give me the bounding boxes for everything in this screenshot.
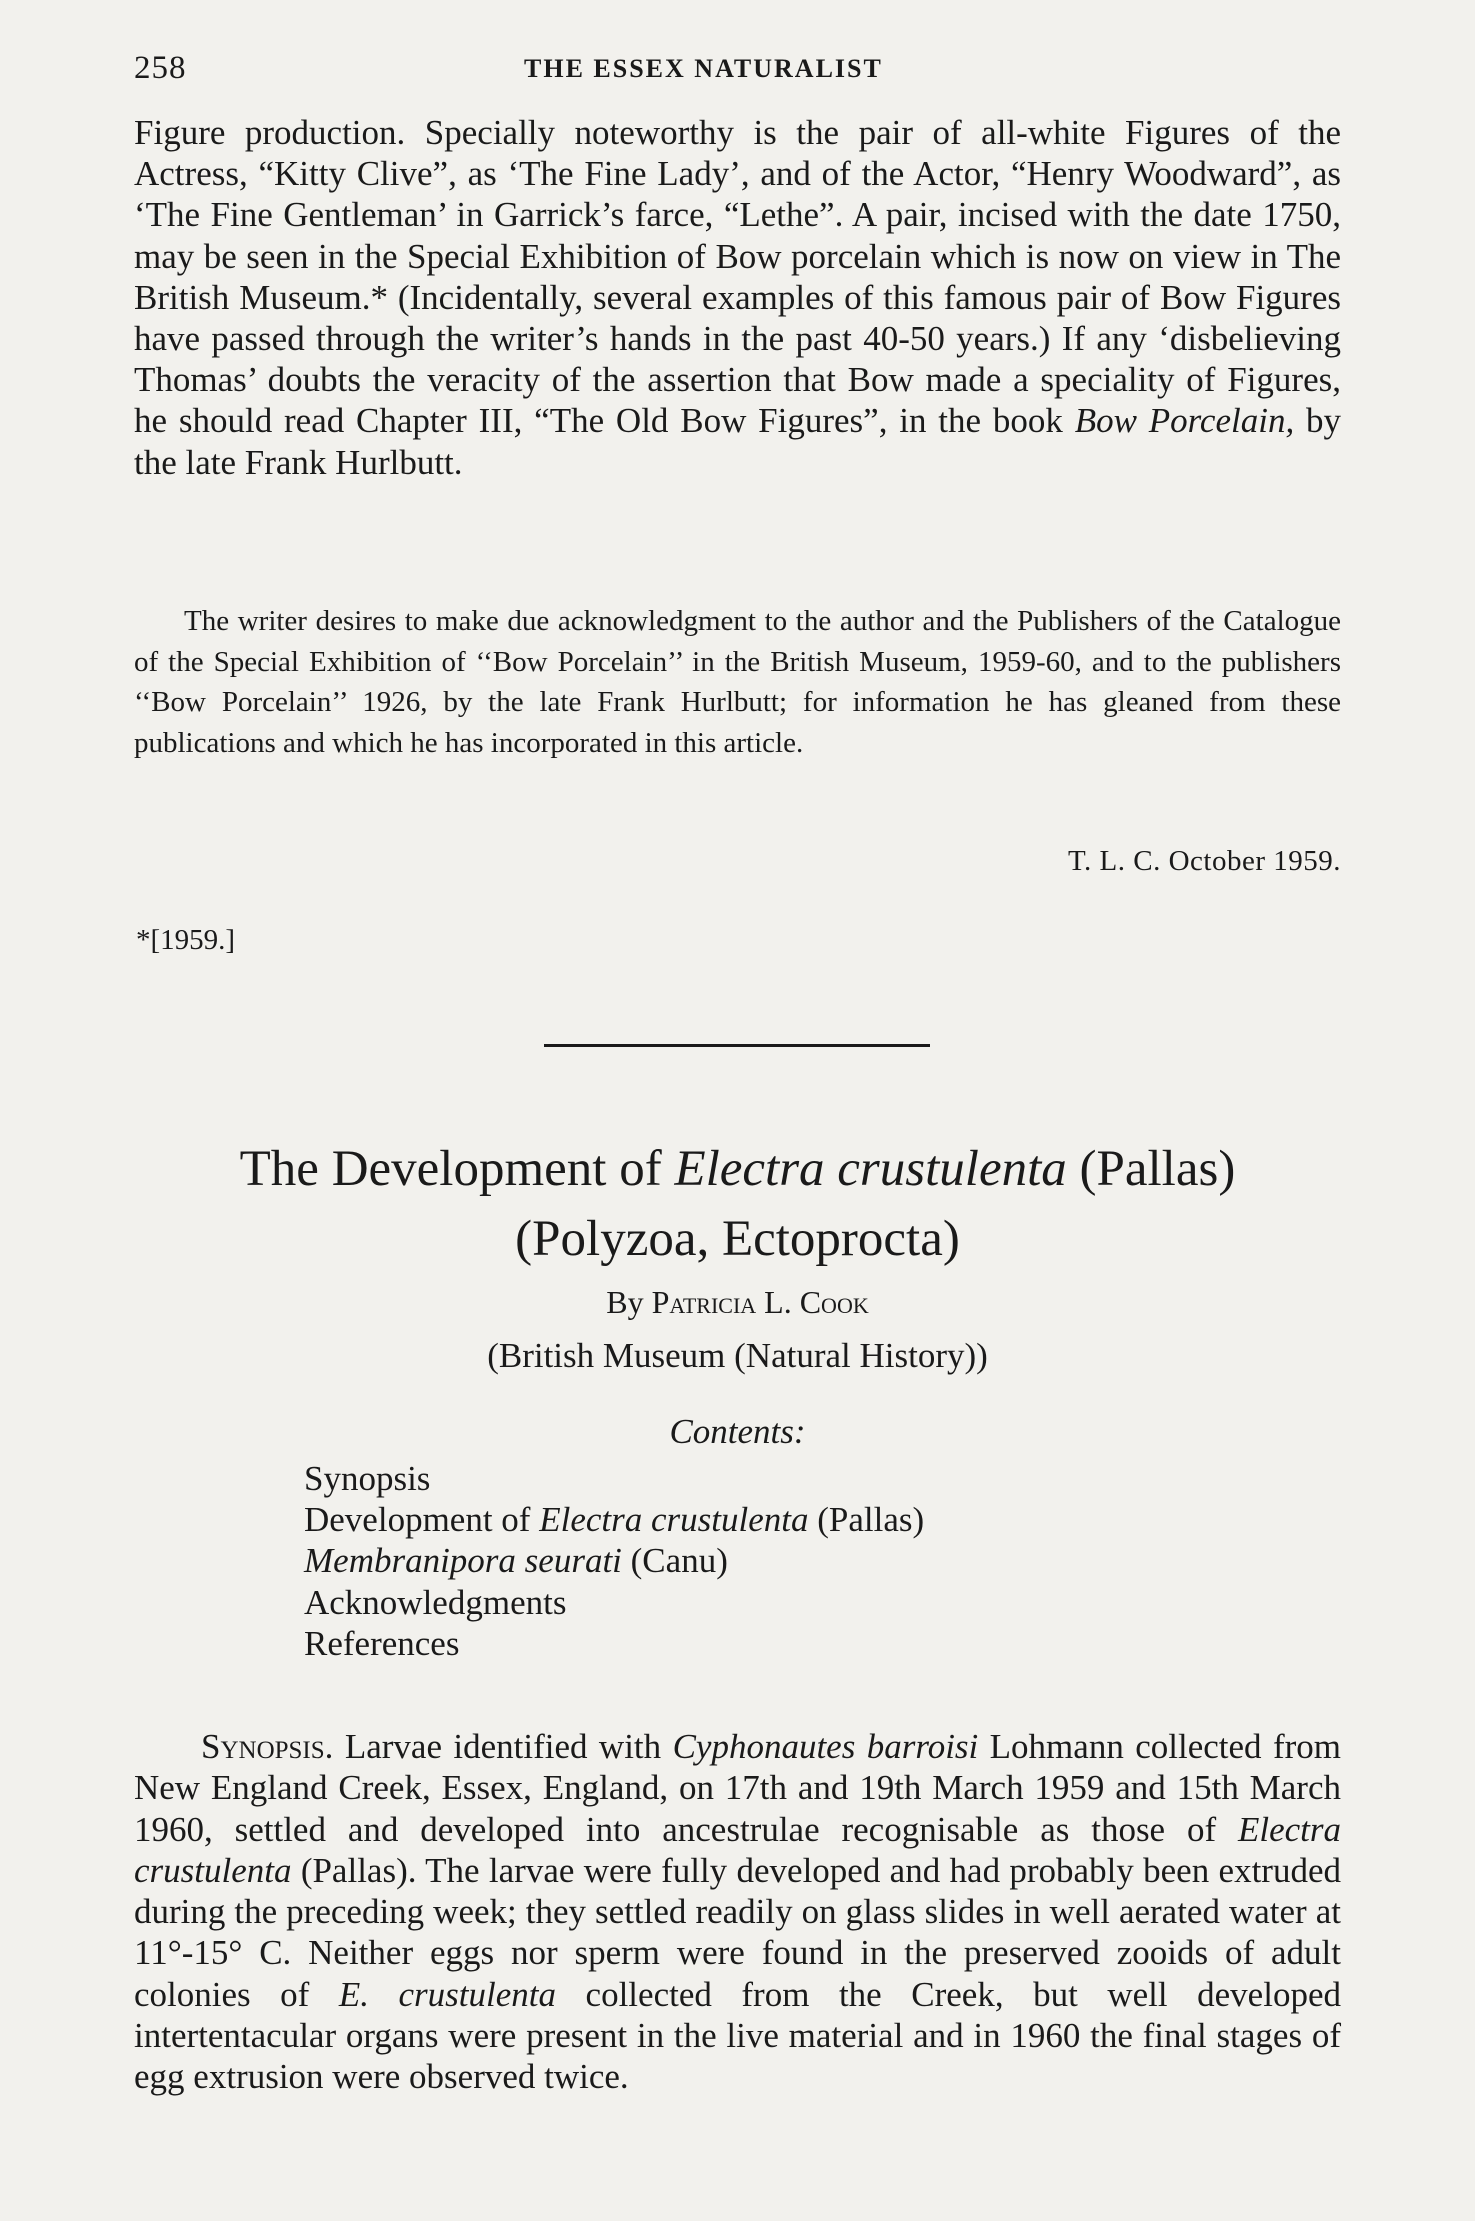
- journal-title: THE ESSEX NATURALIST: [524, 54, 883, 83]
- contents-item-text: (Canu): [621, 1541, 728, 1581]
- contents-item-membranipora: [304, 1540, 924, 1581]
- contents-item-text: (Pallas): [808, 1500, 925, 1540]
- contents-item-references: References: [304, 1623, 460, 1663]
- title-suffix: (Pallas): [1066, 1141, 1236, 1197]
- paragraph-text-end: by the late Frank Hurlbutt.: [134, 401, 1342, 482]
- synopsis-species: Cyphonautes barroisi: [672, 1727, 979, 1766]
- acknowledgment-paragraph: The writer desires to make due acknowledgment to the author and the Publishers of the Catalogue of the Special Exhibition of ‘‘Bow Porcelain’’ in the British Museum, 1959-60, and to the publishers ‘‘Bow Porcelain’’ 1926, by the late Frank Hurlbutt; for information he has gleaned from these publications and which he has incorporated in this article.: [134, 605, 1341, 759]
- footnote: *[1959.]: [136, 924, 236, 956]
- synopsis-text: collected from the Creek, but well developed intertentacular organs were present in the live material and in 1960 the final stages of egg extrusion were observed twice.: [134, 1974, 1341, 2097]
- synopsis-text: (Pallas). The larvae were fully developed and had probably been extruded during the preceding week; they settled readily on glass slides in well aerated water at 11°-15° C. Neither eggs nor sperm were found in the preserved zooids of adult colonies of: [134, 1850, 1341, 2014]
- contents-list: [304, 1458, 924, 1664]
- contents-item-species: Electra crustulenta: [539, 1500, 809, 1540]
- author-signature: T. L. C. October 1959.: [1067, 845, 1341, 877]
- title-prefix: The Development of: [239, 1141, 675, 1197]
- synopsis-species: Electra crustulenta: [134, 1809, 1341, 1890]
- synopsis-paragraph: [134, 1726, 1341, 2098]
- contents-item-acknowledgments: Acknowledgments: [304, 1582, 567, 1622]
- byline-by: By: [606, 1284, 652, 1320]
- page-number: 258: [134, 50, 187, 86]
- contents-item-development: [304, 1499, 924, 1540]
- article-subtitle: (Polyzoa, Ectoprocta): [515, 1211, 960, 1267]
- running-header: [134, 50, 1341, 90]
- title-species: Electra crustulenta: [674, 1141, 1067, 1197]
- article-title: [134, 1134, 1341, 1204]
- author-name: Patricia L. Cook: [651, 1284, 869, 1320]
- synopsis-label: Synopsis.: [201, 1727, 334, 1766]
- book-title: Bow Porcelain,: [1074, 401, 1295, 441]
- synopsis-text: Lohmann collected from New England Creek, Essex, England, on 17th and 19th March 1959 and 15th March 1960, settled and developed into ancestrulae recognisable as those of: [134, 1727, 1341, 1849]
- synopsis-species: E. crustulenta: [338, 1974, 557, 2014]
- author-affiliation: (British Museum (Natural History)): [487, 1336, 988, 1375]
- paragraph-text: Figure production. Specially noteworthy is the pair of all-white Figures of the Actress, “Kitty Clive”, as ‘The Fine Lady’, and of the Actor, “Henry Woodward”, as ‘The Fine Gentleman’ in Garrick’s farce, “Lethe”. A pair, incised with the date 1750, may be seen in the Special Exhibition of Bow porcelain which is now on view in The British Museum.* (Incidentally, several examples of this famous pair of Bow Figures have passed through the writer’s hands in the past 40-50 years.) If any ‘disbelieving Thomas’ doubts the veracity of the assertion that Bow made a speciality of Figures, he should read Chapter III, “The Old Bow Figures”, in the book: [134, 113, 1341, 441]
- section-divider: [544, 1044, 930, 1047]
- byline: [134, 1284, 1341, 1321]
- contents-item-species: Membranipora seurati: [304, 1541, 622, 1581]
- contents-item-synopsis: Synopsis: [304, 1459, 431, 1498]
- previous-article-paragraph: [134, 112, 1341, 483]
- contents-item-text: Development of: [304, 1500, 540, 1540]
- contents-heading: Contents:: [669, 1412, 806, 1451]
- synopsis-text: Larvae identified with: [333, 1727, 673, 1766]
